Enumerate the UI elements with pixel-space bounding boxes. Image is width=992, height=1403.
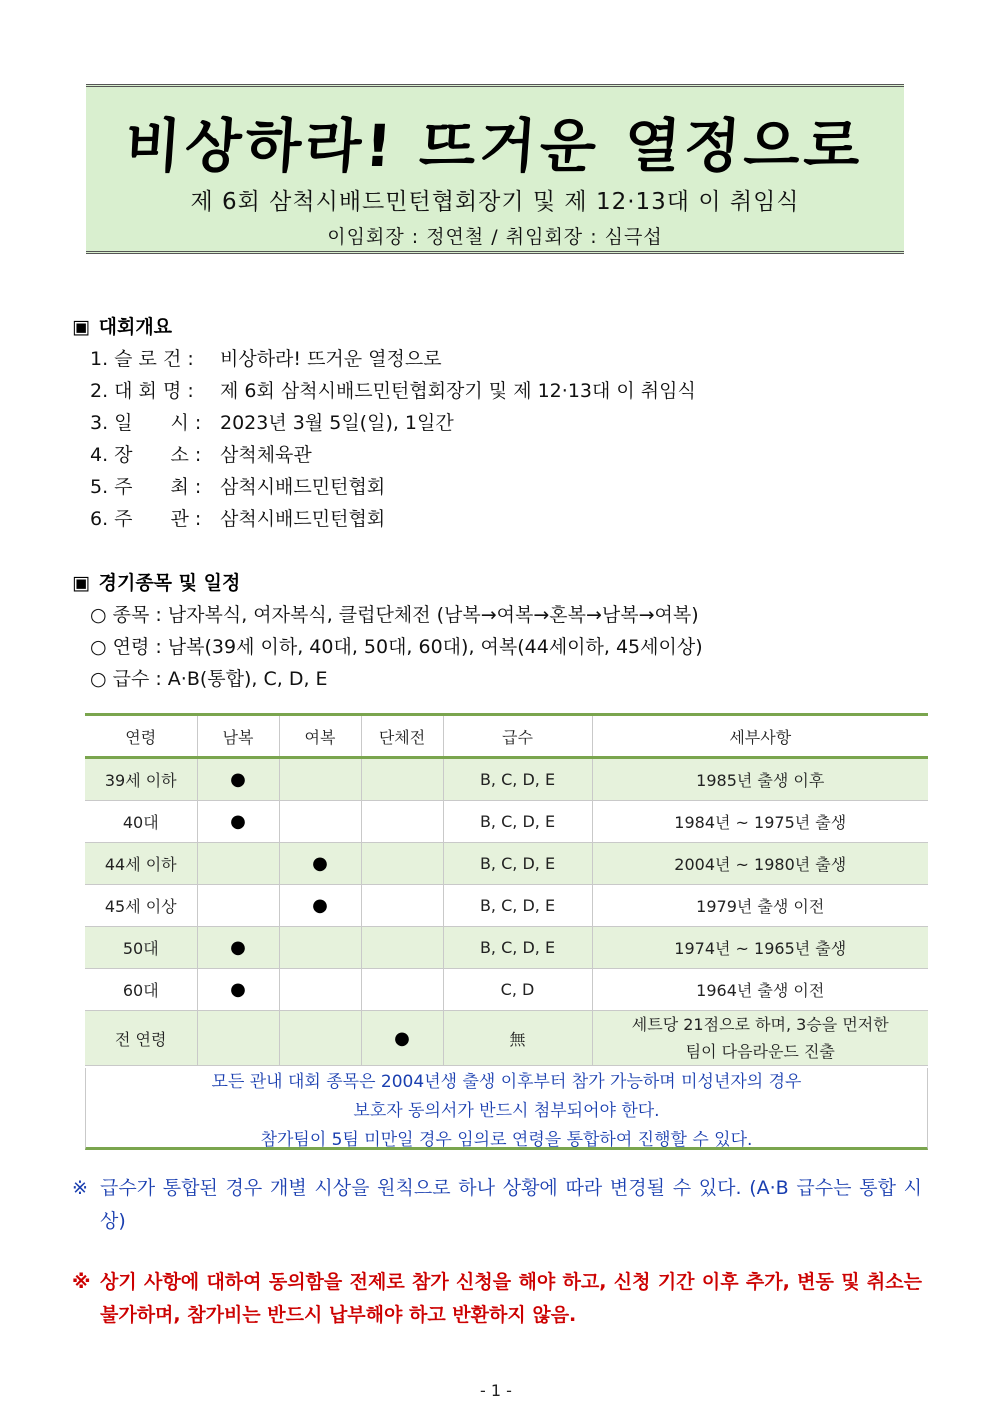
women-cell: ● <box>279 885 361 927</box>
reference-mark-icon: ※ <box>72 1271 91 1293</box>
table-row <box>85 969 928 1011</box>
age-cell: 45세 이상 <box>85 885 197 927</box>
women-cell <box>279 801 361 843</box>
women-cell <box>279 927 361 969</box>
table-row <box>85 927 928 969</box>
detail-cell: 2004년 ~ 1980년 출생 <box>592 843 928 885</box>
officers-line: 이임회장 : 정연철 / 취임회장 : 심극섭 <box>327 226 663 248</box>
grade-cell: B, C, D, E <box>443 885 592 927</box>
detail-line: 팀이 다음라운드 진출 <box>685 1042 835 1061</box>
men-cell <box>197 1011 279 1066</box>
overview-item: 2. 대 회 명 : 제 6회 삼척시배드민턴협회장기 및 제 12·13대 이 취임식 <box>90 380 696 402</box>
overview-item: 6. 주 관 : 삼척시배드민턴협회 <box>90 508 386 530</box>
schedule-heading <box>72 568 240 595</box>
grade-cell: 無 <box>443 1011 592 1066</box>
team-cell <box>361 758 443 801</box>
overview-heading-text: 대회개요 <box>98 316 173 338</box>
grade-cell: B, C, D, E <box>443 927 592 969</box>
footnote-line: 모든 관내 대회 종목은 2004년생 출생 이후부터 참가 가능하며 미성년자의 경우 <box>211 1072 802 1092</box>
detail-cell: 1984년 ~ 1975년 출생 <box>592 801 928 843</box>
table-header-row <box>85 715 928 758</box>
detail-cell: 1974년 ~ 1965년 출생 <box>592 927 928 969</box>
age-cell: 40대 <box>85 801 197 843</box>
footnote-line: 참가팀이 5팀 미만일 경우 임의로 연령을 통합하여 진행할 수 있다. <box>260 1130 753 1150</box>
schedule-option: ○ 종목 : 남자복식, 여자복식, 클럽단체전 (남복→여복→혼복→남복→여복) <box>90 604 699 626</box>
overview-item: 4. 장 소 : 삼척체육관 <box>90 444 312 466</box>
overview-item: 5. 주 최 : 삼척시배드민턴협회 <box>90 476 386 498</box>
men-cell: ● <box>197 969 279 1011</box>
grade-cell: B, C, D, E <box>443 801 592 843</box>
grade-cell: C, D <box>443 969 592 1011</box>
detail-cell <box>592 1011 928 1066</box>
square-bullet-icon: ▣ <box>72 316 90 338</box>
warning-note <box>72 1266 922 1332</box>
col-header: 단체전 <box>361 715 443 758</box>
col-header: 여복 <box>279 715 361 758</box>
table-body <box>85 758 928 1066</box>
event-title: 제 6회 삼척시배드민턴협회장기 및 제 12·13대 이 취임식 <box>190 189 800 215</box>
age-cell: 50대 <box>85 927 197 969</box>
men-cell: ● <box>197 801 279 843</box>
title-banner <box>86 84 904 254</box>
women-cell <box>279 1011 361 1066</box>
team-cell <box>361 885 443 927</box>
women-cell <box>279 969 361 1011</box>
schedule-heading-text: 경기종목 및 일정 <box>98 572 241 594</box>
col-header: 세부사항 <box>592 715 928 758</box>
team-cell <box>361 969 443 1011</box>
grade-cell: B, C, D, E <box>443 758 592 801</box>
square-bullet-icon: ▣ <box>72 572 90 594</box>
schedule-option: ○ 연령 : 남복(39세 이하, 40대, 50대, 60대), 여복(44세이하, 45세이상) <box>90 636 703 658</box>
schedule-option: ○ 급수 : A·B(통합), C, D, E <box>90 668 328 690</box>
team-cell <box>361 927 443 969</box>
slogan-title: 비상하라! 뜨거운 열정으로 <box>122 112 867 180</box>
age-cell: 전 연령 <box>85 1011 197 1066</box>
detail-cell: 1964년 출생 이전 <box>592 969 928 1011</box>
team-cell <box>361 801 443 843</box>
col-header: 급수 <box>443 715 592 758</box>
age-cell: 44세 이하 <box>85 843 197 885</box>
grade-note <box>72 1172 922 1238</box>
warning-note-text: 상기 사항에 대하여 동의함을 전제로 참가 신청을 해야 하고, 신청 기간 이후 추가, 변동 및 취소는 불가하며, 참가비는 반드시 납부해야 하고 반환하지 않음. <box>100 1271 922 1326</box>
schedule-table <box>85 713 928 1066</box>
reference-mark-icon: ※ <box>72 1177 88 1199</box>
table-row <box>85 885 928 927</box>
table-row <box>85 801 928 843</box>
men-cell <box>197 885 279 927</box>
age-cell: 60대 <box>85 969 197 1011</box>
table-row <box>85 758 928 801</box>
overview-heading <box>72 312 172 339</box>
table-row <box>85 843 928 885</box>
team-cell: ● <box>361 1011 443 1066</box>
men-cell <box>197 843 279 885</box>
age-cell: 39세 이하 <box>85 758 197 801</box>
col-header: 남복 <box>197 715 279 758</box>
overview-item: 1. 슬 로 건 : 비상하라! 뜨거운 열정으로 <box>90 348 442 370</box>
detail-cell: 1985년 출생 이후 <box>592 758 928 801</box>
women-cell <box>279 758 361 801</box>
table-row <box>85 1011 928 1066</box>
grade-cell: B, C, D, E <box>443 843 592 885</box>
page-number: - 1 - <box>480 1381 512 1400</box>
women-cell: ● <box>279 843 361 885</box>
team-cell <box>361 843 443 885</box>
col-header: 연령 <box>85 715 197 758</box>
table-footnote <box>85 1068 928 1150</box>
grade-note-text: 급수가 통합된 경우 개별 시상을 원칙으로 하나 상황에 따라 변경될 수 있다. (A·B 급수는 통합 시상) <box>100 1177 922 1232</box>
footnote-line: 보호자 동의서가 반드시 첨부되어야 한다. <box>353 1101 660 1121</box>
men-cell: ● <box>197 758 279 801</box>
men-cell: ● <box>197 927 279 969</box>
overview-item: 3. 일 시 : 2023년 3월 5일(일), 1일간 <box>90 412 454 434</box>
detail-cell: 1979년 출생 이전 <box>592 885 928 927</box>
detail-line: 세트당 21점으로 하며, 3승을 먼저한 <box>631 1015 889 1034</box>
